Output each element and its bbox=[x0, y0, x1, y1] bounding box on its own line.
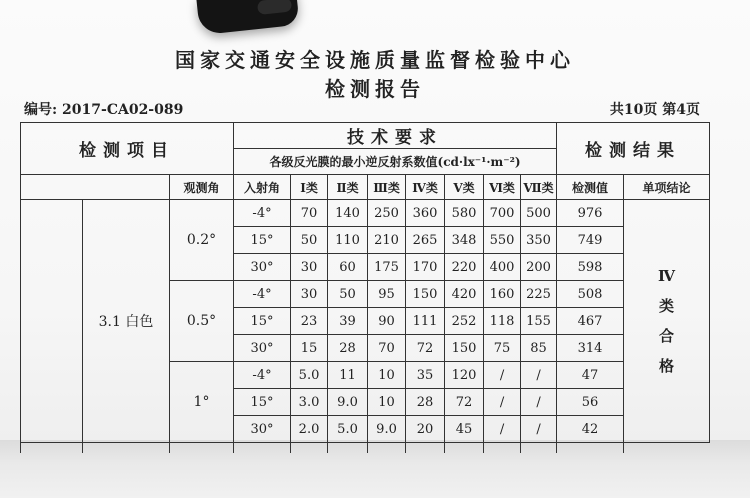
observation-angle: 1° bbox=[170, 362, 234, 443]
column-header: Ⅱ类 bbox=[328, 175, 368, 200]
column-header: 检测值 bbox=[557, 175, 624, 200]
requirement-value: 11 bbox=[328, 362, 368, 389]
requirement-value: 118 bbox=[484, 308, 521, 335]
observation-angle: 0.2° bbox=[170, 200, 234, 281]
requirement-value: 420 bbox=[445, 281, 484, 308]
report-subtitle: 检测报告 bbox=[325, 77, 425, 101]
requirement-value: 265 bbox=[406, 227, 445, 254]
requirement-value: 15 bbox=[291, 335, 328, 362]
requirement-value: 250 bbox=[368, 200, 406, 227]
requirement-value: 28 bbox=[328, 335, 368, 362]
requirement-value: 50 bbox=[328, 281, 368, 308]
tech-requirements-header: 技术要求 bbox=[234, 123, 557, 149]
tech-requirements-subheader: 各级反光膜的最小逆反射系数值(cd·lx⁻¹·m⁻²) bbox=[234, 149, 557, 175]
measured-value: 598 bbox=[557, 254, 624, 281]
entrance-angle: 15° bbox=[234, 389, 291, 416]
table-row bbox=[21, 200, 710, 227]
column-header: 入射角 bbox=[234, 175, 291, 200]
entrance-angle: -4° bbox=[234, 281, 291, 308]
entrance-angle: 15° bbox=[234, 227, 291, 254]
requirement-value: 550 bbox=[484, 227, 521, 254]
requirement-value: 60 bbox=[328, 254, 368, 281]
requirement-value: 175 bbox=[368, 254, 406, 281]
requirement-value: 85 bbox=[521, 335, 557, 362]
requirement-value: / bbox=[484, 362, 521, 389]
column-header: Ⅳ类 bbox=[406, 175, 445, 200]
measured-value: 467 bbox=[557, 308, 624, 335]
requirement-value: 10 bbox=[368, 389, 406, 416]
requirement-value: 5.0 bbox=[291, 362, 328, 389]
requirement-value: / bbox=[521, 362, 557, 389]
column-header: Ⅶ类 bbox=[521, 175, 557, 200]
entrance-angle: 30° bbox=[234, 335, 291, 362]
requirement-value: 220 bbox=[445, 254, 484, 281]
requirement-value: 3.0 bbox=[291, 389, 328, 416]
requirement-value: 45 bbox=[445, 416, 484, 443]
requirement-value: 500 bbox=[521, 200, 557, 227]
requirement-value: 155 bbox=[521, 308, 557, 335]
item-header: 检测项目 bbox=[21, 123, 234, 175]
requirement-value: 150 bbox=[406, 281, 445, 308]
requirement-value: 72 bbox=[406, 335, 445, 362]
requirement-value: 111 bbox=[406, 308, 445, 335]
requirement-value: 35 bbox=[406, 362, 445, 389]
requirement-value: 200 bbox=[521, 254, 557, 281]
requirement-value: 210 bbox=[368, 227, 406, 254]
requirement-value: 50 bbox=[291, 227, 328, 254]
requirement-value: 252 bbox=[445, 308, 484, 335]
requirement-value: 120 bbox=[445, 362, 484, 389]
entrance-angle: 15° bbox=[234, 308, 291, 335]
requirement-value: 30 bbox=[291, 281, 328, 308]
report-number: 编号: 2017-CA02-089 bbox=[24, 102, 184, 118]
requirement-value: 150 bbox=[445, 335, 484, 362]
verdict-char: 格 bbox=[659, 357, 675, 375]
column-header: 单项结论 bbox=[624, 175, 710, 200]
entrance-angle: 30° bbox=[234, 254, 291, 281]
report-title: 国家交通安全设施质量监督检验中心 bbox=[175, 48, 575, 72]
requirement-value: 75 bbox=[484, 335, 521, 362]
entrance-angle: -4° bbox=[234, 200, 291, 227]
requirement-value: / bbox=[521, 389, 557, 416]
requirement-value: 360 bbox=[406, 200, 445, 227]
requirement-value: 9.0 bbox=[328, 389, 368, 416]
requirement-value: 2.0 bbox=[291, 416, 328, 443]
page-indicator: 共10页 第4页 bbox=[609, 102, 700, 118]
verdict-cell bbox=[624, 200, 710, 443]
measured-value: 508 bbox=[557, 281, 624, 308]
measured-value: 749 bbox=[557, 227, 624, 254]
requirement-value: 39 bbox=[328, 308, 368, 335]
requirement-value: / bbox=[484, 389, 521, 416]
results-table bbox=[20, 122, 710, 453]
requirement-value: 5.0 bbox=[328, 416, 368, 443]
requirement-value: 20 bbox=[406, 416, 445, 443]
requirement-value: 160 bbox=[484, 281, 521, 308]
measured-value: 976 bbox=[557, 200, 624, 227]
requirement-value: 140 bbox=[328, 200, 368, 227]
requirement-value: 170 bbox=[406, 254, 445, 281]
observation-angle: 0.5° bbox=[170, 281, 234, 362]
requirement-value: 30 bbox=[291, 254, 328, 281]
column-header: Ⅲ类 bbox=[368, 175, 406, 200]
requirement-value: 580 bbox=[445, 200, 484, 227]
requirement-value: 95 bbox=[368, 281, 406, 308]
requirement-value: 400 bbox=[484, 254, 521, 281]
entrance-angle: -4° bbox=[234, 362, 291, 389]
measured-value: 42 bbox=[557, 416, 624, 443]
requirement-value: 10 bbox=[368, 362, 406, 389]
blank-item-cell bbox=[21, 200, 83, 443]
verdict-char: 类 bbox=[659, 297, 675, 315]
requirement-value: 700 bbox=[484, 200, 521, 227]
requirement-value: 23 bbox=[291, 308, 328, 335]
requirement-value: 72 bbox=[445, 389, 484, 416]
measured-value: 47 bbox=[557, 362, 624, 389]
requirement-value: 90 bbox=[368, 308, 406, 335]
column-header: Ⅵ类 bbox=[484, 175, 521, 200]
requirement-value: / bbox=[521, 416, 557, 443]
requirement-value: 70 bbox=[291, 200, 328, 227]
requirement-value: 350 bbox=[521, 227, 557, 254]
results-header: 检测结果 bbox=[557, 123, 710, 175]
requirement-value: 9.0 bbox=[368, 416, 406, 443]
requirement-value: 225 bbox=[521, 281, 557, 308]
item-name: 3.1 白色 bbox=[83, 200, 170, 443]
entrance-angle: 30° bbox=[234, 416, 291, 443]
verdict-char: 合 bbox=[659, 327, 675, 345]
column-header: Ⅰ类 bbox=[291, 175, 328, 200]
requirement-value: 110 bbox=[328, 227, 368, 254]
verdict-char: Ⅳ bbox=[658, 267, 676, 285]
column-header: 观测角 bbox=[170, 175, 234, 200]
measured-value: 56 bbox=[557, 389, 624, 416]
requirement-value: 348 bbox=[445, 227, 484, 254]
requirement-value: / bbox=[484, 416, 521, 443]
blank-header-cell bbox=[21, 175, 170, 200]
measured-value: 314 bbox=[557, 335, 624, 362]
requirement-value: 28 bbox=[406, 389, 445, 416]
requirement-value: 70 bbox=[368, 335, 406, 362]
column-header: Ⅴ类 bbox=[445, 175, 484, 200]
